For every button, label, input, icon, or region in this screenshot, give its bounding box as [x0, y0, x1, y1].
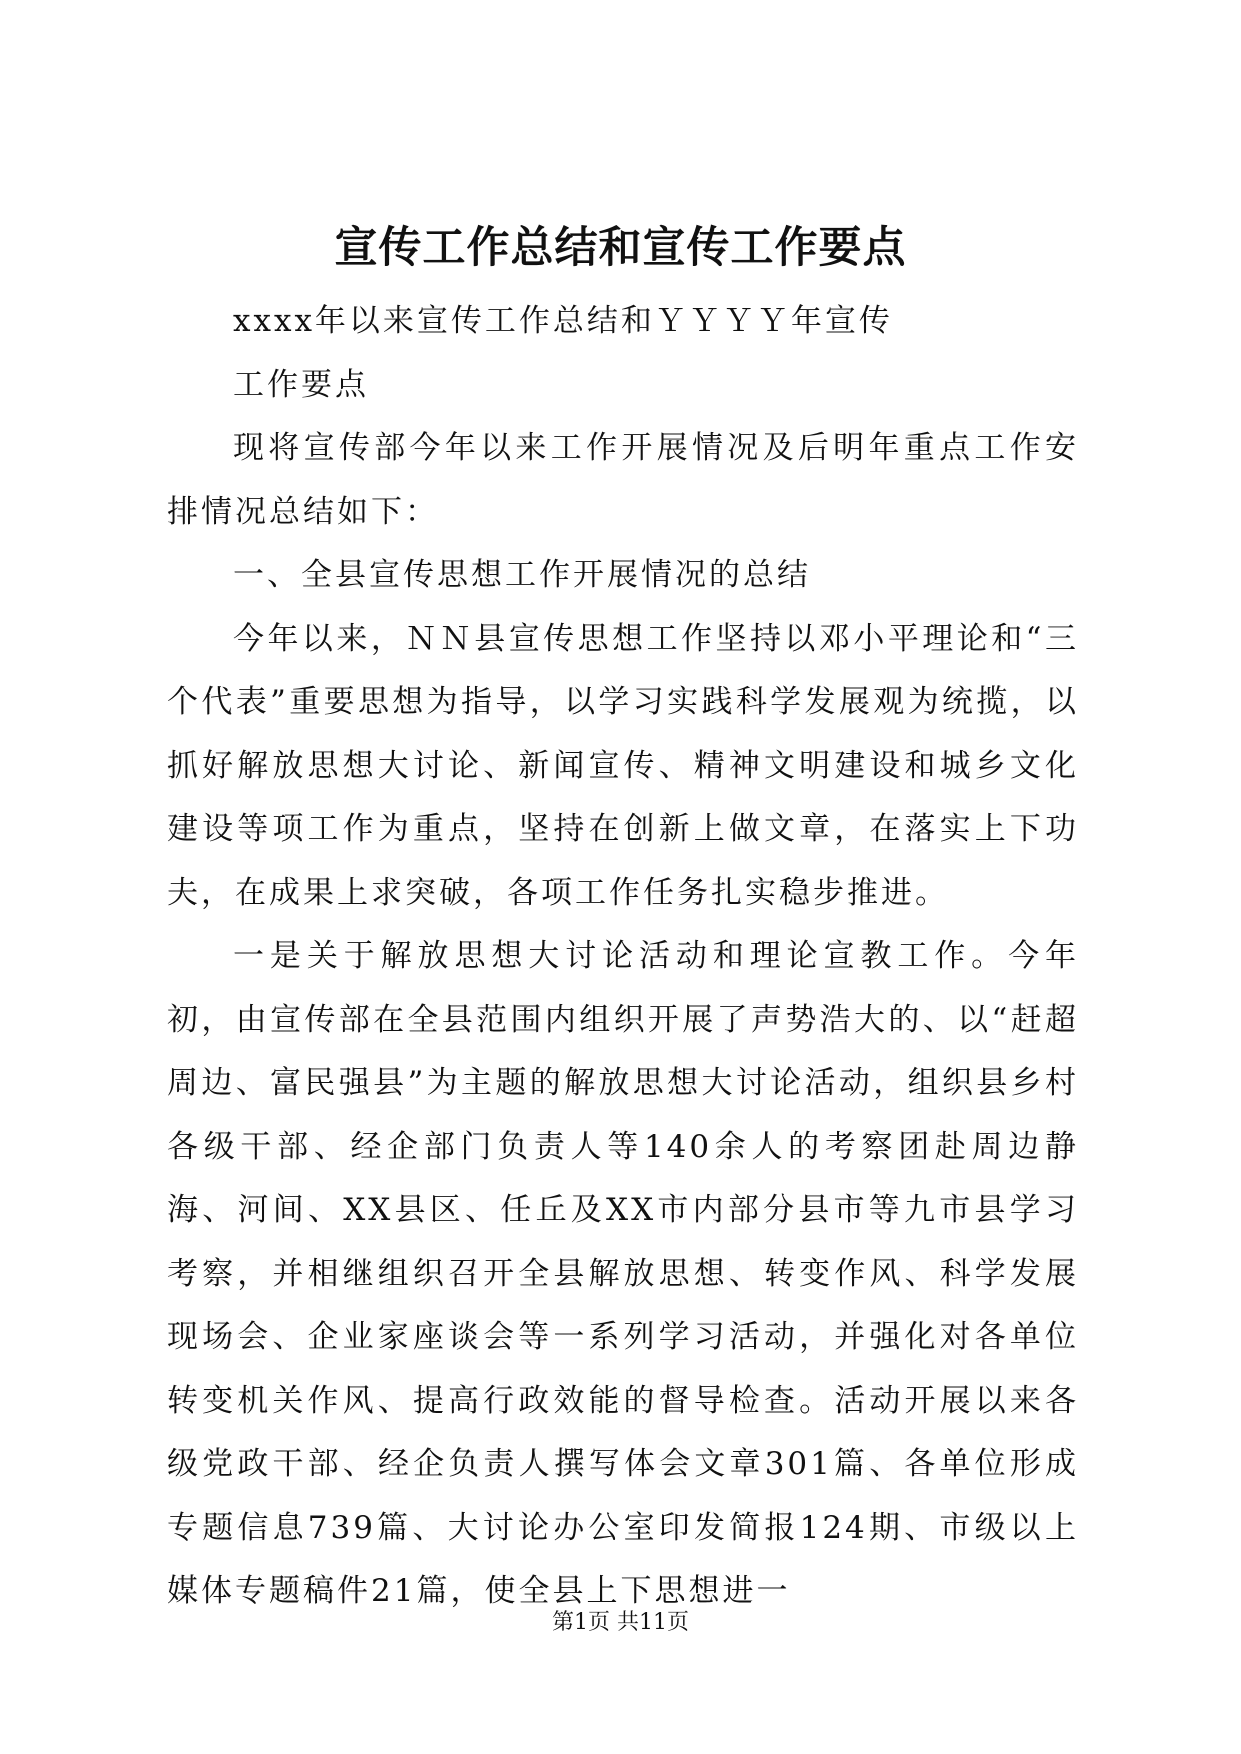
body-paragraph: 一是关于解放思想大讨论活动和理论宣教工作。今年初，由宣传部在全县范围内组织开展了声势浩大的、以“赶超周边、富民强县”为主题的解放思想大讨论活动，组织县乡村各级干部、经企部门负责人等140余人的考察团赴周边静海、河间、XX县区、任丘及XX市内部分县市等九市县学习考察，并相继组织召开全县解放思想、转变作风、科学发展现场会、企业家座谈会等一系列学习活动，并强化对各单位转变机关作风、提高行政效能的督导检查。活动开展以来各级党政干部、经企负责人撰写体会文章301篇、各单位形成专题信息739篇、大讨论办公室印发简报124期、市级以上媒体专题稿件21篇，使全县上下思想进一 — [167, 938, 1079, 1609]
body-paragraph: xxxx年以来宣传工作总结和ＹＹＹＹ年宣传 — [233, 303, 893, 339]
page-number-footer: 第1页 共11页 — [552, 1610, 689, 1635]
section-heading: 一、全县宣传思想工作开展情况的总结 — [233, 557, 811, 593]
body-paragraph: 工作要点 — [233, 366, 369, 403]
document-body — [167, 290, 1079, 1624]
body-paragraph: 今年以来，ＮＮ县宣传思想工作坚持以邓小平理论和“三个代表”重要思想为指导，以学习实践科学发展观为统揽，以抓好解放思想大讨论、新闻宣传、精神文明建设和城乡文化建设等项工作为重点，坚持在创新上做文章，在落实上下功夫，在成果上求突破，各项工作任务扎实稳步推进。 — [167, 620, 1079, 911]
document-title: 宣传工作总结和宣传工作要点 — [334, 223, 907, 273]
body-paragraph: 现将宣传部今年以来工作开展情况及后明年重点工作安排情况总结如下： — [167, 430, 1079, 530]
